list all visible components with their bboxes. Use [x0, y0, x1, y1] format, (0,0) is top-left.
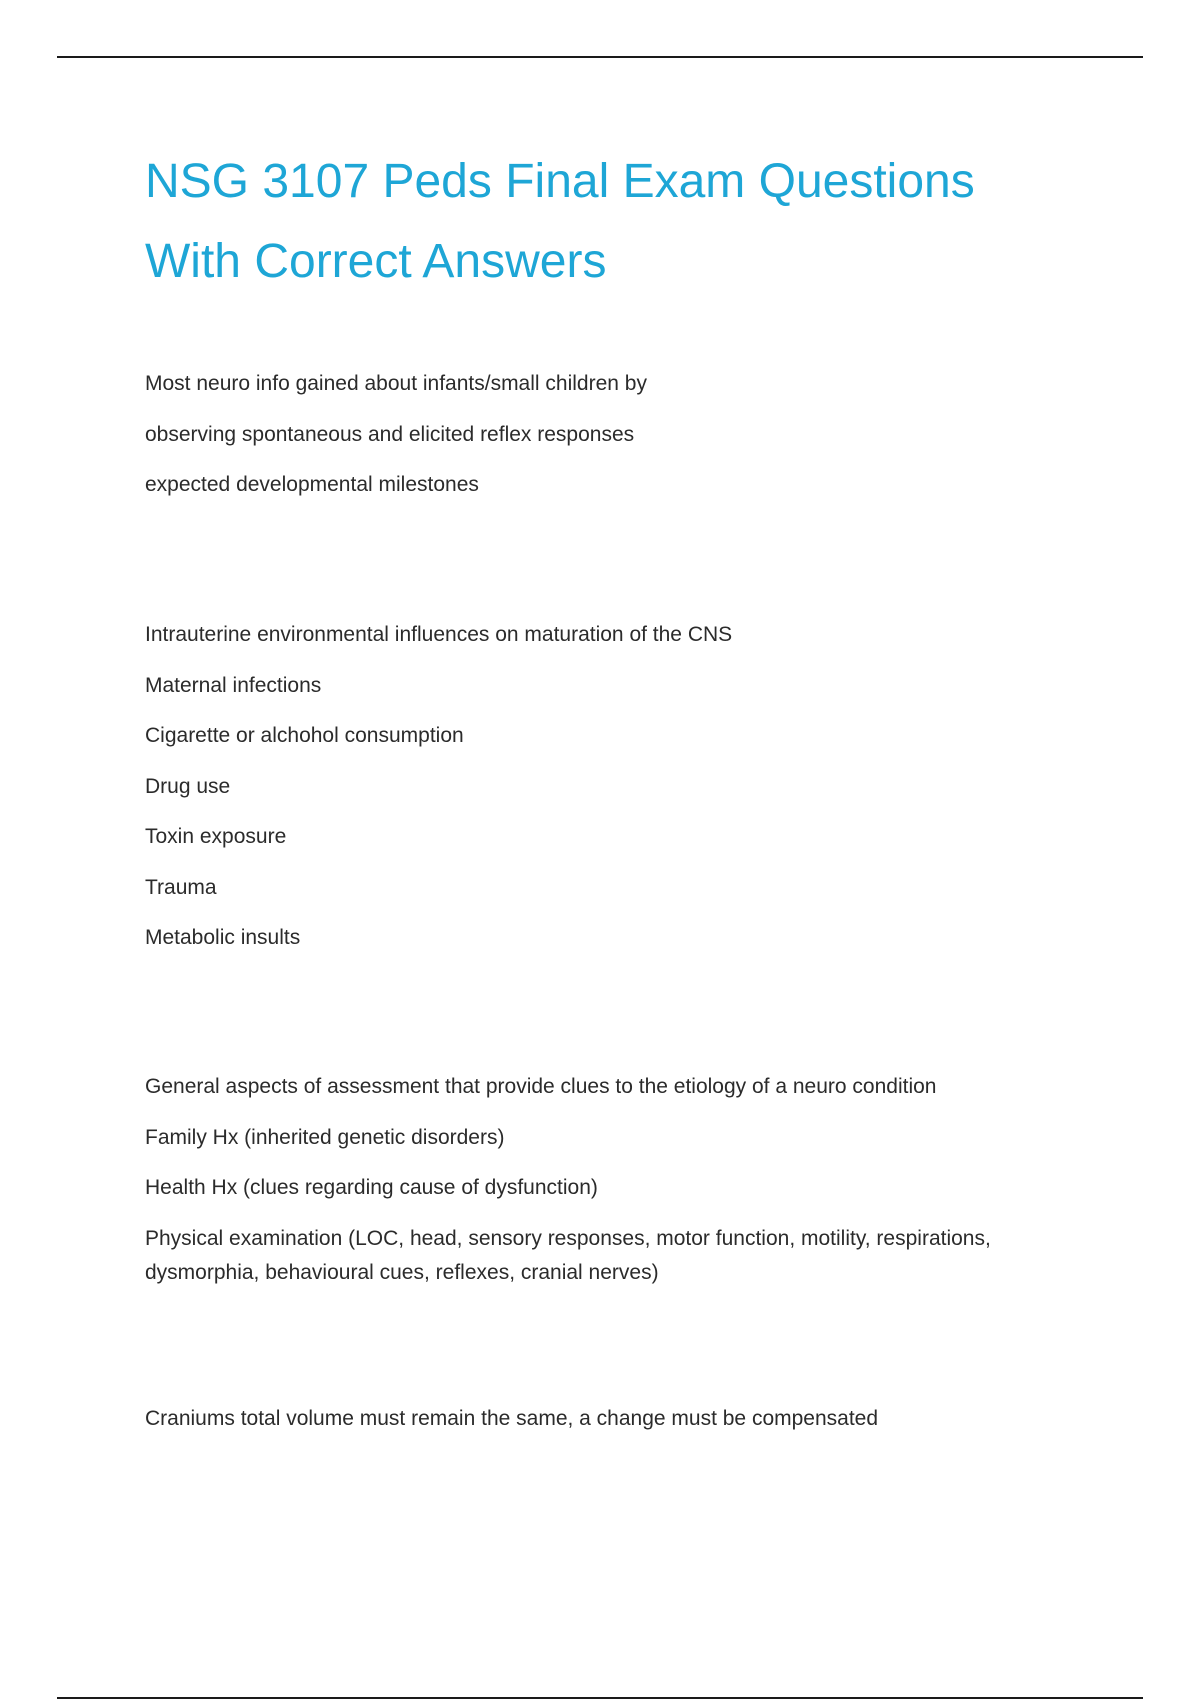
- document-title: [145, 142, 1105, 302]
- bottom-divider: [57, 1697, 1143, 1699]
- title-line-1: NSG 3107 Peds Final Exam Questions: [145, 155, 975, 208]
- answer-item: expected developmental milestones: [145, 473, 479, 496]
- question-text: General aspects of assessment that provide clues to the etiology of a neuro condition: [145, 1075, 937, 1098]
- answer-item: Family Hx (inherited genetic disorders): [145, 1125, 505, 1149]
- answer-item: Metabolic insults: [145, 926, 301, 949]
- answer-item: Cigarette or alchohol consumption: [145, 724, 464, 747]
- top-divider: [57, 56, 1143, 58]
- answer-item: Drug use: [145, 774, 231, 798]
- question-section-1: [145, 367, 1075, 519]
- question-section-4: [145, 1402, 1075, 1453]
- title-line-2: With Correct Answers: [145, 235, 607, 288]
- question-section-3: [145, 1070, 1075, 1290]
- answer-item: Physical examination (LOC, head, sensory responses, motor function, motility, respirations, dysmorphia, behavioural cues, reflexes, cranial nerves): [145, 1226, 991, 1284]
- answer-item: Maternal infections: [145, 673, 322, 697]
- answer-item: Trauma: [145, 875, 217, 899]
- question-section-2: [145, 618, 1075, 972]
- question-text: Intrauterine environmental influences on maturation of the CNS: [145, 623, 733, 646]
- question-text: Craniums total volume must remain the same, a change must be compensated: [145, 1407, 879, 1430]
- answer-item: Health Hx (clues regarding cause of dysfunction): [145, 1176, 598, 1199]
- answer-item: observing spontaneous and elicited reflex responses: [145, 422, 635, 446]
- answer-item: Toxin exposure: [145, 825, 287, 848]
- question-text: Most neuro info gained about infants/small children by: [145, 372, 647, 395]
